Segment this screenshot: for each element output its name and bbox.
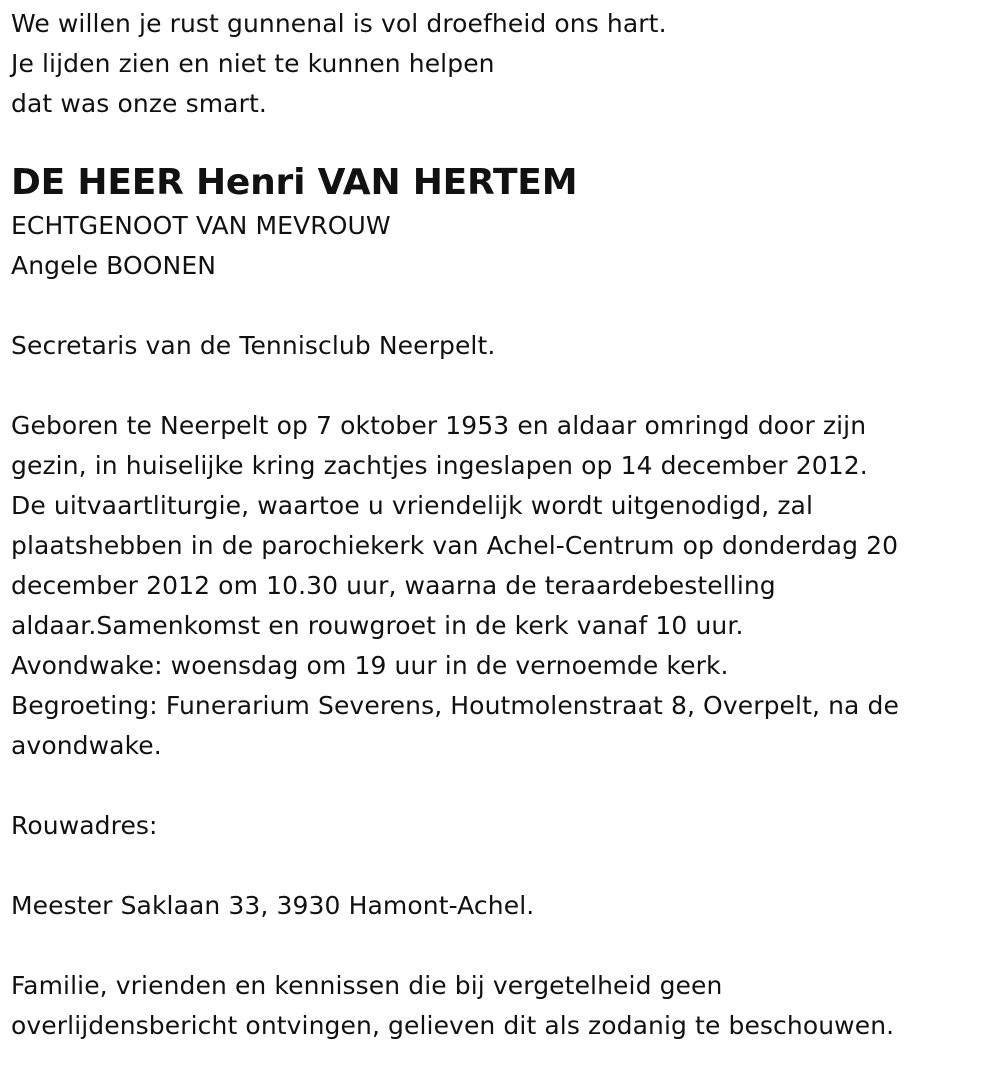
details-line: Begroeting: Funerarium Severens, Houtmolenstraat 8, Overpelt, na de	[11, 691, 899, 720]
details-line: gezin, in huiselijke kring zachtjes ingeslapen op 14 december 2012.	[11, 451, 868, 480]
deceased-name: DE HEER Henri VAN HERTEM	[11, 162, 578, 203]
spacer	[11, 286, 1000, 326]
details-line: Geboren te Neerpelt op 7 oktober 1953 en aldaar omringd door zijn	[11, 411, 867, 440]
poem-line: dat was onze smart.	[11, 89, 267, 118]
spacer	[11, 366, 1000, 406]
spacer	[11, 124, 1000, 160]
details-line: avondwake.	[11, 731, 162, 760]
poem-line: We willen je rust gunnenal is vol droefheid ons hart.	[11, 9, 667, 38]
details-line: december 2012 om 10.30 uur, waarna de teraardebestelling	[11, 571, 776, 600]
relation-line: ECHTGENOOT VAN MEVROUW	[11, 211, 391, 240]
address-label: Rouwadres:	[11, 811, 158, 840]
details-line: plaatshebben in de parochiekerk van Achel-Centrum op donderdag 20	[11, 531, 899, 560]
role-line: Secretaris van de Tennisclub Neerpelt.	[11, 331, 496, 360]
details-line: aldaar.Samenkomst en rouwgroet in de kerk vanaf 10 uur.	[11, 611, 744, 640]
spacer	[11, 926, 1000, 966]
spouse-name: Angele BOONEN	[11, 251, 217, 280]
spacer	[11, 846, 1000, 886]
closing-line: Familie, vrienden en kennissen die bij vergetelheid geen	[11, 971, 723, 1000]
details-paragraph	[11, 406, 1000, 766]
spacer	[11, 766, 1000, 806]
closing-line: overlijdensbericht ontvingen, gelieven dit als zodanig te beschouwen.	[11, 1011, 895, 1040]
poem	[11, 4, 1000, 124]
details-line: De uitvaartliturgie, waartoe u vriendelijk wordt uitgenodigd, zal	[11, 491, 814, 520]
poem-line: Je lijden zien en niet te kunnen helpen	[11, 49, 495, 78]
address-line: Meester Saklaan 33, 3930 Hamont-Achel.	[11, 891, 535, 920]
closing-paragraph	[11, 966, 1000, 1046]
details-line: Avondwake: woensdag om 19 uur in de vernoemde kerk.	[11, 651, 729, 680]
